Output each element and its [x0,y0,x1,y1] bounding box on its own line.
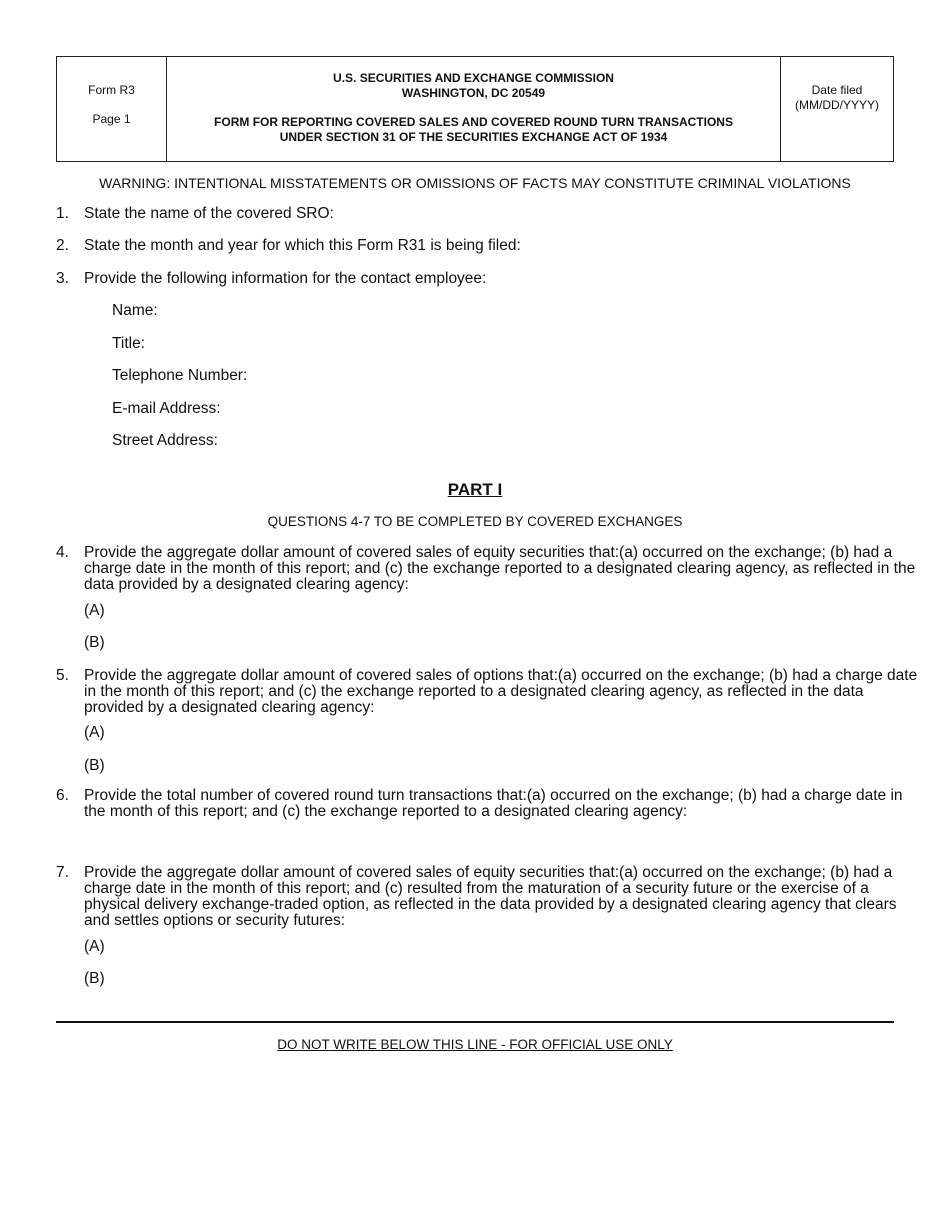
agency-address: WASHINGTON, DC 20549 [401,86,546,100]
official-use-divider [56,1021,894,1023]
question-7-answer-a[interactable]: (A) [84,938,105,955]
contact-email-field[interactable]: E-mail Address: [112,400,221,417]
question-5-answer-a[interactable]: (A) [84,724,105,741]
question-7-answer-b[interactable]: (B) [84,970,105,987]
question-text: Provide the aggregate dollar amount of covered sales of options that:(a) occurred on the exchange; (b) had a charge date in the month of this report; and (c) the exchange reported to a designated clearing agency, as reflected in the data provided by a designated clearing agency: [84,667,918,716]
page-number: Page 1 [92,112,131,126]
question-text: Provide the following information for the contact employee: [84,270,487,287]
warning-text: WARNING: INTENTIONAL MISSTATEMENTS OR OMISSIONS OF FACTS MAY CONSTITUTE CRIMINAL VIOLATIONS [99,175,851,191]
question-5 [56,668,924,716]
form-id-cell [57,57,167,161]
contact-street-address-field[interactable]: Street Address: [112,432,218,449]
form-title-cell [167,57,781,161]
question-3 [56,271,924,287]
question-5-answer-b[interactable]: (B) [84,757,105,774]
question-number: 1. [56,205,69,222]
question-text: State the name of the covered SRO: [84,205,334,222]
question-text: State the month and year for which this Form R31 is being filed: [84,237,521,254]
part-title: PART I [447,480,503,499]
date-filed-cell[interactable] [781,57,893,161]
form-title-line1: FORM FOR REPORTING COVERED SALES AND COVERED ROUND TURN TRANSACTIONS [214,115,733,129]
date-filed-format: (MM/DD/YYYY) [795,98,879,112]
question-number: 4. [56,544,69,561]
question-4-answer-b[interactable]: (B) [84,634,105,651]
date-filed-label: Date filed [811,83,863,97]
question-7 [56,865,924,929]
form-id: Form R3 [88,83,135,97]
question-6[interactable] [56,788,924,820]
question-2[interactable] [56,238,924,254]
question-text: Provide the total number of covered round turn transactions that:(a) occurred on the exchange; (b) had a charge date in the month of this report; and (c) the exchange reported to a designated clearing agency: [84,787,903,820]
form-title-line2: UNDER SECTION 31 OF THE SECURITIES EXCHANGE ACT OF 1934 [279,130,668,144]
question-text: Provide the aggregate dollar amount of covered sales of equity securities that:(a) occurred on the exchange; (b) had a charge date in the month of this report; and (c) resulted from the maturation of a security future or the exercise of a physical delivery exchange-traded option, as reflected in the data provided by a designated clearing agency that clears and settles options or security futures: [84,864,897,929]
contact-telephone-field[interactable]: Telephone Number: [112,367,248,384]
part-instruction: QUESTIONS 4-7 TO BE COMPLETED BY COVERED EXCHANGES [267,514,683,529]
question-text: Provide the aggregate dollar amount of covered sales of equity securities that:(a) occurred on the exchange; (b) had a charge date in the month of this report; and (c) the exchange reported to a designated clearing agency, as reflected in the data provided by a designated clearing agency: [84,544,916,593]
question-1[interactable] [56,206,924,222]
question-4 [56,545,924,593]
question-number: 2. [56,237,69,254]
question-number: 6. [56,787,69,804]
question-number: 3. [56,270,69,287]
agency-name: U.S. SECURITIES AND EXCHANGE COMMISSION [333,71,614,85]
contact-name-field[interactable]: Name: [112,302,158,319]
form-header [56,56,894,162]
contact-title-field[interactable]: Title: [112,335,146,352]
question-4-answer-a[interactable]: (A) [84,602,105,619]
official-use-notice: DO NOT WRITE BELOW THIS LINE - FOR OFFICIAL USE ONLY [277,1037,673,1052]
question-number: 7. [56,864,69,881]
question-number: 5. [56,667,69,684]
